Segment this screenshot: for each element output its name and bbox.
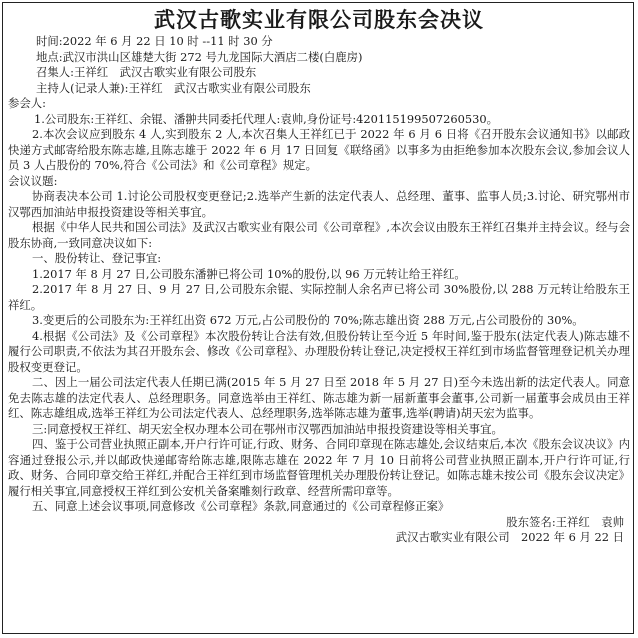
meeting-convener: 召集人:王祥红 武汉古歌实业有限公司股东 bbox=[36, 65, 257, 79]
resolution-5: 五、同意上述会议事项,同意修改《公司章程》条款,同意通过的《公司章程修正案》 bbox=[32, 499, 450, 513]
resolution-1-item: 2.2017 年 8 月 27 日、9 月 27 日,公司股东余锟、实际控制人余名声已将公司 30%股份,以 288 万元转让给股东王祥红。 bbox=[8, 282, 630, 312]
attendee-item: 2.本次会议应到股东 4 人,实到股东 2 人,本次召集人王祥红已于 2022 年 6 月 6 日将《召开股东会议通知书》以邮政快递方式邮寄给股东陈志雄,且陈志雄于 2022 年 6 月 17 日回复《联络函》以事多为由拒绝参加本次股东会议,参加会议人员 3 人占股份的 70%,符合《公司法》和《公司章程》规定。 bbox=[8, 127, 630, 172]
resolution-2: 二、因上一届公司法定代表人任期已满(2015 年 5 月 27 日至 2018 年 5 月 27 日)至今未选出新的法定代表人。同意免去陈志雄的法定代表人、总经理职务。同意选举由王祥红、陈志雄为新一届新董事会董事,公司新一届董事会成员由王祥红、陈志雄组成,选举王祥红为公司法定代表人、总经理职务,选举陈志雄为董事,选举(聘请)胡天宏为监事。 bbox=[8, 375, 630, 420]
meeting-location: 地点:武汉市洪山区雄楚大街 272 号九龙国际大酒店二楼(白鹿房) bbox=[36, 49, 363, 64]
resolution-1-item: 3.变更后的公司股东为:王祥红出资 672 万元,占公司股份的 70%;陈志雄出资 288 万元,占公司股份的 30%。 bbox=[32, 313, 584, 327]
resolution-4: 四、鉴于公司营业执照正副本,开户行许可证,行政、财务、合同印章现在陈志雄处,会议结束后,本次《股东会议决议》内容通过登报公示,并以邮政快递邮寄给陈志雄,限陈志雄在 2022 年 7 月 10 日前将公司营业执照正副本,开户行许可证,行政、财务、合同印章交给王祥红,并配合王祥红到市场监督管理机关办理股份转让登记。如陈志雄未按公司《股东会议决定》履行相关事宜,同意授权王祥红到公安机关备案雕刻行政章、经营所需印章等。 bbox=[8, 437, 630, 498]
resolution-1-item: 1.2017 年 8 月 27 日,公司股东潘翀已将公司 10%的股份,以 96 万元转让给王祥红。 bbox=[32, 266, 466, 281]
resolution-basis: 根据《中华人民共和国公司法》及武汉古歌实业有限公司《公司章程》,本次会议由股东王祥红召集并主持会议。经与会股东协商,一致同意决议如下: bbox=[8, 220, 630, 250]
agenda-label: 会议议题: bbox=[8, 173, 58, 188]
meeting-host: 主持人(记录人兼):王祥红 武汉古歌实业有限公司股东 bbox=[36, 80, 311, 95]
agenda-text: 协商表决本公司 1.讨论公司股权变更登记;2.选举产生新的法定代表人、总经理、董事、监事人员;3.讨论、研究鄂州市汉鄂西加油站申报投资建设等相关事宜。 bbox=[8, 189, 630, 219]
meeting-time: 时间:2022 年 6 月 22 日 10 时 --11 时 30 分 bbox=[36, 34, 273, 48]
shareholder-signature: 股东签名:王祥红 袁帅 bbox=[506, 514, 624, 529]
attendee-item: 1.公司股东:王祥红、余锟、潘翀共同委托代理人:袁帅,身份证号:420115199507260530。 bbox=[34, 111, 498, 126]
attendees-label: 参会人: bbox=[8, 96, 47, 110]
resolution-1-title: 一、股份转让、登记事宜: bbox=[32, 251, 162, 265]
resolution-3: 三:同意授权王祥红、胡天宏全权办理本公司在鄂州市汉鄂西加油站申报投资建设等相关事宜。 bbox=[32, 421, 503, 436]
resolution-1-item: 4.根据《公司法》及《公司章程》本次股份转让合法有效,但股份转让至今近 5 年时间,鉴于股东(法定代表人)陈志雄不履行公司职责,不依法为其召开股东会、修改《公司章程》、办理股份转让登记,决定授权王祥红到市场监督管理登记机关办理股权变更登记。 bbox=[8, 328, 630, 374]
document-body bbox=[8, 34, 630, 546]
company-date: 武汉古歌实业有限公司 2022 年 6 月 22 日 bbox=[395, 530, 624, 544]
document-title: 武汉古歌实业有限公司股东会决议 bbox=[154, 8, 484, 32]
